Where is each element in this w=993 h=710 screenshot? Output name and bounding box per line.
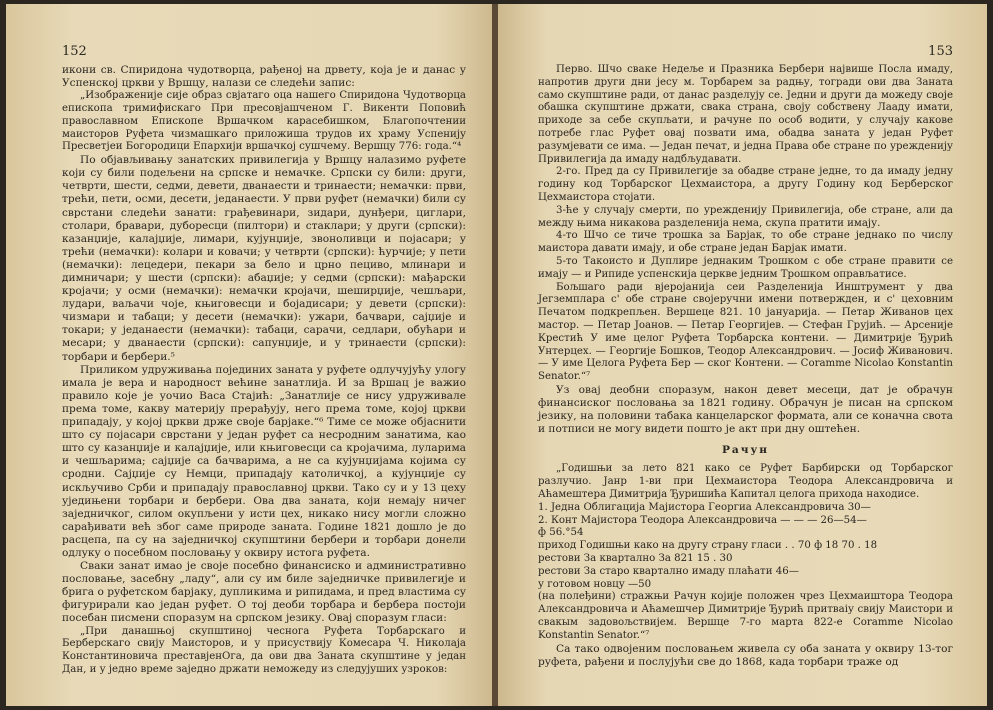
quotation-paragraph: 3-ће у случају смерти, по урежденију Привилегија, обе стране, али да между њима никакова разделенија нема, скупа пратити имају. [538, 204, 953, 229]
book-spread [6, 4, 987, 706]
account-line: у готовом новцу —50 [538, 578, 652, 590]
left-page [6, 4, 494, 706]
left-page-text [62, 64, 466, 677]
quotation-paragraph: Бољшаго ради вјеројанија сеи Разделенија Инштрумент у два Јегземплара с' обе стране својеручни имени потвержден, и с' цеховним Печатом подкрепљен. Вершеце 821. 10 јануарија. — Петар Живанов цех мастор. — Петар Јоанов. — Петар Георгијев. — Стефан Грујић. — Арсеније Крестић У име целог Руфета Торбарска контени. — Димитрије Ђурић Унтерцех. — Георгије Бошков, Теодор Александрович. — Јосиф Живанович. — У име Целога Руфета Бер — ског Контени. — Coramme Nicolao Konstantin Senator.“⁷ [538, 281, 953, 383]
quotation-paragraph: „При данашњој скупштиној чеснога Руфета Торбарскаго и Берберскаго свију Маисторов, и у присуствију Комесара Ч. Николаја Константиновича преставјенОга, да ови два Заната скупштине у један Дан, и у једно време заједно држати неможеду из следујуших узроков: [62, 625, 466, 675]
quotation-paragraph: 5-то Такоисто и Дуплире једнаким Трошком с обе стране правити се имају — и Рипиде успенскија церкве једним Трошком оправљатисе. [538, 255, 953, 280]
account-intro: „Годишњи за лето 821 како се Руфет Барбирски од Торбарског разлучио. Јанр 1-ви при Цехмаистора Теодора Александровича и Аћамештера Димитрија Ђуришића Капитал целога прихода находисе. [538, 463, 953, 500]
paragraph: По објављивању занатских привилегија у Вршцу налазимо руфете који су били подељени на српске и немачке. Српски су били: други, четврти, шести, седми, девети, дванаести и тринаести; немачки: први, трећи, пети, осми, десети, једанаести. У први руфет (немачки) били су сврстани следећи занати: грађевинари, зидари, дунђери, циглари, столари, бравари, дуборесци (пилтори) и стаклари; у други (српски): казанџије, калајџије, лимари, кујунџије, звоноливци и појасари; у трећи (немачки): колари и ковачи; у четврти (српски): ћурчије; у пети (немачки): лецедери, пекари за бело и црно пециво, млинари и димничари; у шести (српски): абаџије; у седми (српски): мађарски кројачи; у осми (немачки): немачки кројачи, шеширџије, чешљари, лудари, ваљачи чоје, књиговесци и бојадисари; у девети (српски): чизмари и табаци; у десети (немачки): ужари, бачвари, сајџије и токари; у једанаести (немачки): табаци, сарачи, седлари, обућари и месари; у дванаести (српски): сапунџије, и у тринаести (српски): торбари и бербери.⁵ [62, 154, 466, 363]
page-number-left: 152 [62, 44, 87, 59]
account-note: (на полеђини) стражњи Рачун којије положен чрез Цехмаиштора Теодора Александровича и Аћамешчер Димитрије Ђурић притваіу свију Маистори и свакым задовољствијем. Вершце 7-го марта 822-е Coramme Nicolao Konstantin Senator.“⁷ [538, 591, 953, 641]
right-page [498, 4, 987, 706]
quotation-paragraph: 4-то Шчо се тиче трошка за Барјак, то обе стране једнако по числу маистора давати имају, и обе стране један Барјак имати. [538, 230, 953, 255]
account-line: приход Годишњи како на другу страну гласи . . 70 ф 18 70 . 18 [538, 540, 878, 552]
paragraph: Сваки занат имао је своје посебно финансиско и административно пословање, засебну „ладу“, али су им биле заједничке привилегије и брига о руфетском барјаку, дупликима и рипидама, и пред властима су фигурирали као један руфет. О тој деоби торбара и бербера постоји посебан писмени споразум на српском језику. Овај споразум гласи: [62, 560, 466, 625]
account-line: 2. Конт Мајистора Теодора Александровича — — — 26—54— [538, 514, 867, 526]
paragraph: Приликом удруживања појединих заната у руфете одлучујућу улогу имала је вера и народност већине занатлија. И за Вршац је важио правило које је уочио Васа Стајић: „Занатлије се нису удруживале према томе, какву материју прерађују, него према томе, којој цркви припадају, у којој цркви држе своје барјаке.“⁶ Тиме се може објаснити што су појасари сврстани у један руфет са несродним занатима, као што су казанџије и калајџије, или књиговесци са кројачима, луларима и чешљарима; сајџије са бачварима, а не са кујунџијама којима су сродни. Сајџије су Немци, припадају католичкој, а кујунџије су искључиво Срби и припадају православној цркви. Тако су и у 13 цеху уједињени торбари и бербери. Ова два заната, који немају ничег заједничког, силом окупљени у исти цех, никако нису могли сложно сарађивати већ због саме природе заната. Године 1821 дошло је до расцепа, па су на заједничкој скупштини бербери и торбари донели одлуку о посебном пословању у оквиру истога руфета. [62, 363, 466, 559]
account-line: ф 56.°54 [538, 527, 584, 539]
account-line: рестови За квартално За 821 15 . 30 [538, 552, 733, 564]
quotation-paragraph: „Изображеније сије образ свјатаго оца нашего Спиридона Чудотворца епископа тримифискаго При пресовјашченом Г. Викенти Поповић православном Епископе Вршачком карасебишком, Благопочтении маисторов Руфета чизмашкаго приложиша трудов их храму Успенију Пресветјеи Богородици Епархији вршачкој сушчему. Вершцу 776: года.“⁴ [62, 90, 466, 153]
account-listing [538, 502, 953, 592]
paragraph: Уз овај деобни споразум, након девет месеци, дат је обрачун финансиског пословања за 1821 годину. Обрачун је писан на српском језику, на половини табака канцеларског формата, али се коначна свота и потписи не могу видети пошто је акт при дну оштећен. [538, 383, 953, 436]
paragraph: Са тако одвојеним пословањем живела су оба заната у оквиру 13-тог руфета, рађени и послујући све до 1868, када торбари траже од [538, 642, 953, 668]
right-page-text [538, 64, 953, 669]
quotation-paragraph: Перво. Шчо сваке Недеље и Празника Бербери највише Посла имаду, напротив други дни јесу м. Торбарем за радњу, тогради ови два Заната само скупштине ради, от данас разделују се. Једни и други да можеду своје обашка скупштине држати, свака страна, своју собствену Лааду имати, приходе за себе скупљати, и рачуне по особ водити, у случају какове потребе глас Руфет овај позвати има, обадва заната у један Руфет разумјевати се има. — Један печат, и једна Права обе стране по урежденију Привилегија да имаду надбљудавати. [538, 64, 953, 165]
quotation-paragraph: 2-го. Пред да су Привилегије за обадве стране једне, то да имаду једну годину код Торбарског Цехмаистора, а другу Годину код Берберског Цехмаистора стојати. [538, 166, 953, 203]
paragraph: икони св. Спиридона чудотворца, рађеној на дрвету, која је и данас у Успенској цркви у Вршцу, налази се следећи запис: [62, 64, 466, 90]
account-line: 1. Једна Облигација Мајистора Георгиа Александровича 30— [538, 501, 871, 513]
account-line: рестови За старо квартално имаду плаћати 46— [538, 565, 799, 577]
section-heading: Рачун [721, 444, 770, 457]
page-number-right: 153 [928, 44, 953, 59]
